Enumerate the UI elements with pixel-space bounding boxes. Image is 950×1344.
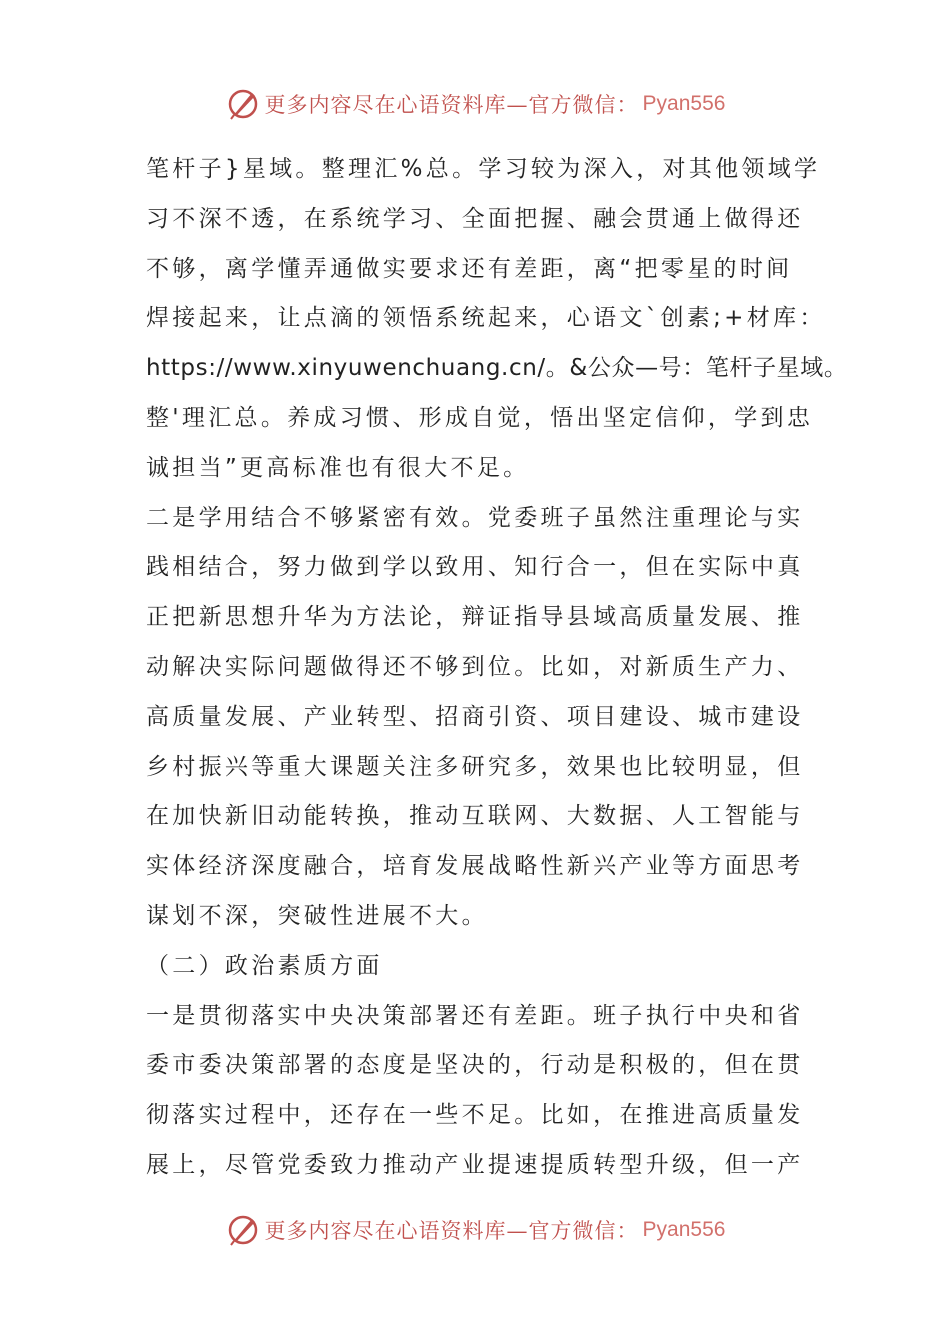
- text-line: 习不深不透，在系统学习、全面把握、融会贯通上做得还: [146, 205, 804, 232]
- section-heading: （二）政治素质方面: [146, 952, 383, 979]
- text-line: 焊接起来，让点滴的领悟系统起来，心语文`创素;+材库：: [146, 305, 826, 332]
- header-banner-account: Pyan556: [642, 92, 726, 115]
- footer-banner-text: 更多内容尽在心语资料库—官方微信：: [264, 1219, 639, 1243]
- text-line: 不够，离学懂弄通做实要求还有差距，离“把零星的时间: [146, 255, 793, 282]
- text-line-url: https://www.xinyuwenchuang.cn/。&公众—号：笔杆子星域。: [146, 355, 848, 382]
- text-line: 笔杆子}星域。整理汇%总。学习较为深入，对其他领域学: [146, 156, 821, 182]
- footer-banner: [0, 1210, 950, 1250]
- text-line: 二是学用结合不够紧密有效。党委班子虽然注重理论与实: [146, 504, 804, 531]
- header-banner: [0, 84, 950, 124]
- text-line: 谋划不深，突破性进展不大。: [146, 902, 488, 929]
- header-banner-text: 更多内容尽在心语资料库—官方微信：: [264, 93, 639, 117]
- text-line: 诚担当”更高标准也有很大不足。: [146, 454, 530, 481]
- text-line: 动解决实际问题做得还不够到位。比如，对新质生产力、: [146, 653, 804, 680]
- text-line: 乡村振兴等重大课题关注多研究多，效果也比较明显，但: [146, 753, 804, 780]
- text-line: 高质量发展、产业转型、招商引资、项目建设、城市建设: [146, 703, 804, 730]
- footer-banner-account: Pyan556: [642, 1218, 726, 1241]
- text-line: 委市委决策部署的态度是坚决的，行动是积极的，但在贯: [146, 1052, 804, 1079]
- text-line: 一是贯彻落实中央决策部署还有差距。班子执行中央和省: [146, 1002, 804, 1029]
- text-line: 整'理汇总。养成习惯、形成自觉，悟出坚定信仰，学到忠: [146, 404, 814, 431]
- text-line: 在加快新旧动能转换，推动互联网、大数据、人工智能与: [146, 803, 804, 830]
- text-line: 实体经济深度融合，培育发展战略性新兴产业等方面思考: [146, 853, 804, 880]
- quill-pen-icon: [225, 86, 261, 122]
- text-line: 践相结合，努力做到学以致用、知行合一，但在实际中真: [146, 554, 804, 581]
- text-line: 彻落实过程中，还存在一些不足。比如，在推进高质量发: [146, 1102, 804, 1129]
- body-text: [146, 145, 848, 1191]
- quill-pen-icon: [225, 1212, 261, 1248]
- text-line: 正把新思想升华为方法论，辩证指导县域高质量发展、推: [146, 604, 804, 631]
- text-line: 展上，尽管党委致力推动产业提速提质转型升级，但一产: [146, 1151, 804, 1178]
